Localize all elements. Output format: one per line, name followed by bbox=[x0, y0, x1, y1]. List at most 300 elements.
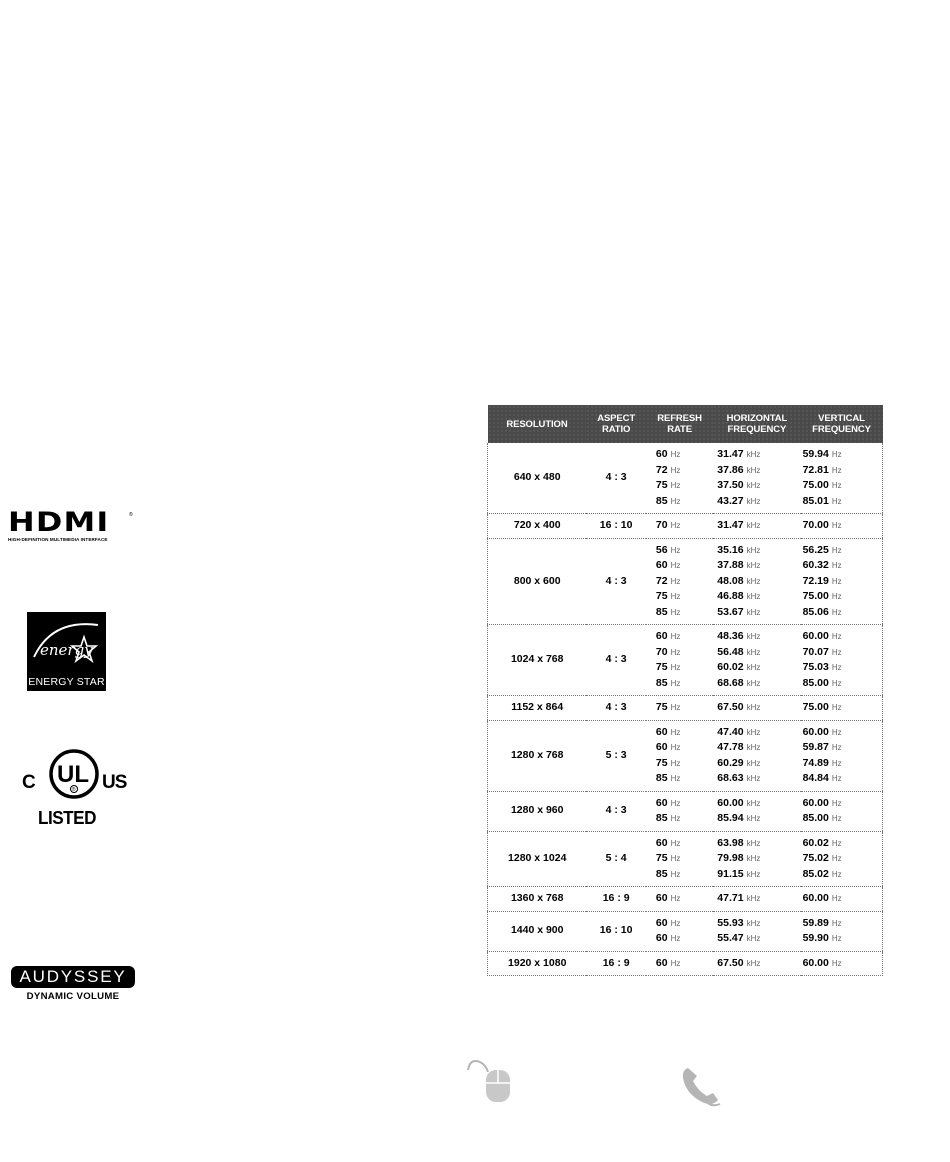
value-unit: kHz bbox=[746, 774, 761, 783]
vertical-frequency-cell bbox=[801, 625, 883, 696]
value-number: 72.19 bbox=[802, 574, 829, 587]
value-number: 60.00 bbox=[802, 725, 829, 738]
value-unit: Hz bbox=[670, 934, 681, 943]
aspect-ratio-cell: 16 : 9 bbox=[586, 951, 645, 976]
value-unit: Hz bbox=[831, 481, 842, 490]
horizontal-frequency-cell bbox=[713, 443, 800, 514]
horizontal-value bbox=[717, 796, 800, 812]
resolution-cell: 1920 x 1080 bbox=[488, 951, 587, 976]
refresh-value bbox=[656, 447, 713, 463]
refresh-value bbox=[656, 660, 713, 676]
horizontal-value bbox=[717, 771, 800, 787]
value-unit: Hz bbox=[670, 576, 681, 586]
refresh-value bbox=[656, 605, 713, 621]
horizontal-value bbox=[717, 700, 800, 716]
value-number: 91.15 bbox=[717, 867, 744, 880]
refresh-value bbox=[656, 836, 713, 852]
value-unit: Hz bbox=[670, 814, 681, 823]
aspect-ratio-cell: 5 : 4 bbox=[586, 831, 645, 887]
value-unit: Hz bbox=[670, 450, 681, 459]
value-unit: kHz bbox=[746, 814, 761, 823]
vertical-value bbox=[803, 811, 882, 827]
value-unit: kHz bbox=[746, 958, 761, 968]
value-unit: kHz bbox=[746, 545, 761, 555]
value-number: 68.68 bbox=[717, 676, 744, 689]
aspect-ratio-cell: 16 : 10 bbox=[586, 514, 645, 539]
horizontal-frequency-cell bbox=[713, 514, 800, 539]
horizontal-value bbox=[717, 574, 800, 590]
value-number: 60 bbox=[655, 741, 668, 753]
ul-mark: UL bbox=[57, 761, 89, 788]
resolution-cell: 640 x 480 bbox=[513, 471, 561, 484]
value-number: 60 bbox=[655, 796, 668, 809]
energy-star-icon bbox=[32, 617, 101, 672]
value-number: 43.27 bbox=[717, 494, 744, 507]
vertical-value bbox=[803, 605, 882, 621]
value-unit: Hz bbox=[831, 894, 842, 903]
timing-table-body bbox=[488, 443, 883, 976]
value-number: 79.98 bbox=[717, 852, 744, 864]
horizontal-value bbox=[717, 478, 800, 494]
hdmi-tagline: HIGH-DEFINITION MULTIMEDIA INTERFACE bbox=[8, 537, 108, 542]
value-number: 56.25 bbox=[802, 543, 829, 556]
vertical-frequency-cell bbox=[801, 887, 883, 912]
value-unit: Hz bbox=[670, 496, 681, 506]
refresh-rate-cell bbox=[646, 951, 713, 976]
vertical-value bbox=[803, 629, 882, 645]
value-unit: kHz bbox=[746, 854, 761, 863]
table-header-row bbox=[488, 405, 883, 443]
phone-icon bbox=[680, 1064, 724, 1108]
vertical-value bbox=[803, 463, 882, 479]
resolution-cell: 1024 x 768 bbox=[488, 625, 587, 696]
horizontal-value bbox=[717, 956, 800, 972]
horizontal-value bbox=[717, 543, 800, 559]
vertical-value bbox=[803, 836, 882, 852]
value-unit: kHz bbox=[746, 703, 761, 712]
ul-us-mark: US bbox=[102, 772, 127, 793]
refresh-value bbox=[656, 916, 713, 932]
value-unit: Hz bbox=[831, 854, 842, 863]
vertical-frequency-cell bbox=[801, 443, 883, 514]
value-unit: Hz bbox=[831, 958, 842, 968]
horizontal-value bbox=[717, 811, 800, 827]
value-unit: kHz bbox=[746, 869, 761, 879]
value-unit: Hz bbox=[670, 545, 681, 555]
hdmi-wordmark: HDMI bbox=[8, 507, 110, 538]
value-unit: Hz bbox=[831, 703, 842, 712]
header-aspect-ratio: ASPECT RATIO bbox=[586, 405, 645, 443]
value-number: 37.50 bbox=[717, 479, 744, 491]
value-number: 72.81 bbox=[802, 463, 829, 476]
value-number: 63.98 bbox=[717, 836, 744, 849]
value-number: 75 bbox=[655, 701, 668, 713]
ul-c-mark: C bbox=[22, 772, 36, 793]
value-number: 85.00 bbox=[802, 676, 829, 689]
value-unit: Hz bbox=[831, 814, 842, 823]
value-number: 60 bbox=[655, 630, 668, 642]
vertical-value bbox=[803, 891, 882, 907]
refresh-value bbox=[656, 629, 713, 645]
ul-registered: ® bbox=[71, 787, 76, 793]
table-row bbox=[488, 911, 883, 951]
value-number: 67.50 bbox=[717, 701, 744, 713]
refresh-value bbox=[656, 518, 713, 534]
value-number: 85.01 bbox=[802, 494, 829, 507]
value-unit: kHz bbox=[746, 632, 761, 641]
resolution-cell: 1280 x 960 bbox=[488, 791, 587, 831]
vertical-value bbox=[803, 558, 882, 574]
energy-star-label: ENERGY STAR bbox=[28, 676, 105, 688]
value-unit: Hz bbox=[670, 958, 681, 968]
value-unit: Hz bbox=[831, 465, 842, 475]
table-row bbox=[488, 696, 883, 721]
refresh-value bbox=[656, 867, 713, 883]
value-unit: Hz bbox=[670, 758, 681, 768]
refresh-value bbox=[656, 756, 713, 772]
value-number: 48.08 bbox=[717, 574, 744, 587]
horizontal-frequency-cell bbox=[713, 625, 800, 696]
refresh-value bbox=[656, 574, 713, 590]
value-unit: Hz bbox=[831, 678, 842, 688]
vertical-value bbox=[803, 660, 882, 676]
value-unit: Hz bbox=[670, 632, 681, 641]
value-number: 70 bbox=[655, 645, 668, 658]
value-unit: Hz bbox=[670, 798, 681, 808]
value-unit: kHz bbox=[746, 838, 761, 848]
value-unit: Hz bbox=[670, 481, 681, 490]
value-unit: Hz bbox=[670, 869, 681, 879]
vertical-frequency-cell bbox=[801, 951, 883, 976]
value-number: 60 bbox=[655, 836, 668, 849]
vertical-frequency-cell bbox=[801, 538, 883, 625]
aspect-ratio-cell: 4 : 3 bbox=[586, 791, 645, 831]
timing-table bbox=[487, 405, 883, 976]
value-unit: Hz bbox=[670, 647, 681, 657]
value-number: 37.86 bbox=[717, 463, 744, 476]
vertical-value bbox=[803, 851, 882, 867]
value-number: 31.47 bbox=[717, 519, 744, 531]
value-number: 85.02 bbox=[802, 867, 829, 880]
value-unit: Hz bbox=[831, 869, 842, 879]
value-number: 60 bbox=[655, 448, 668, 460]
value-number: 60.02 bbox=[802, 836, 829, 849]
value-unit: kHz bbox=[746, 607, 761, 617]
horizontal-value bbox=[717, 660, 800, 676]
value-number: 75.03 bbox=[802, 661, 829, 673]
refresh-value bbox=[656, 645, 713, 661]
value-number: 55.93 bbox=[717, 916, 744, 929]
horizontal-value bbox=[717, 851, 800, 867]
value-number: 70 bbox=[655, 519, 668, 531]
audyssey-logo bbox=[11, 966, 135, 1002]
value-number: 56 bbox=[655, 543, 668, 556]
value-unit: Hz bbox=[670, 607, 681, 617]
header-horizontal-frequency: HORIZONTAL FREQUENCY bbox=[713, 405, 800, 443]
value-number: 75 bbox=[655, 479, 668, 491]
value-unit: Hz bbox=[831, 774, 842, 783]
value-number: 60 bbox=[655, 956, 668, 969]
value-unit: Hz bbox=[670, 838, 681, 848]
aspect-ratio-cell: 4 : 3 bbox=[586, 538, 645, 625]
horizontal-value bbox=[717, 891, 800, 907]
resolution-cell: 1280 x 1024 bbox=[488, 831, 587, 887]
value-number: 85 bbox=[655, 494, 668, 507]
value-unit: Hz bbox=[831, 663, 842, 672]
value-number: 60.00 bbox=[802, 630, 829, 642]
value-unit: kHz bbox=[746, 663, 761, 672]
vertical-frequency-cell bbox=[801, 831, 883, 887]
value-unit: Hz bbox=[831, 592, 842, 601]
horizontal-value bbox=[717, 916, 800, 932]
value-unit: kHz bbox=[746, 894, 761, 903]
value-unit: kHz bbox=[746, 592, 761, 601]
value-unit: Hz bbox=[831, 727, 842, 737]
value-unit: kHz bbox=[746, 678, 761, 688]
horizontal-value bbox=[717, 629, 800, 645]
vertical-value bbox=[803, 574, 882, 590]
value-number: 55.47 bbox=[717, 932, 744, 944]
horizontal-value bbox=[717, 756, 800, 772]
energy-script: energy bbox=[40, 641, 93, 659]
value-number: 46.88 bbox=[717, 590, 744, 602]
value-unit: Hz bbox=[670, 854, 681, 863]
value-unit: Hz bbox=[670, 918, 681, 928]
mouse-icon bbox=[466, 1056, 512, 1104]
value-unit: Hz bbox=[670, 727, 681, 737]
value-number: 35.16 bbox=[717, 543, 744, 556]
value-number: 84.84 bbox=[802, 772, 829, 784]
vertical-frequency-cell bbox=[801, 696, 883, 721]
vertical-value bbox=[803, 676, 882, 692]
value-number: 37.88 bbox=[717, 559, 744, 571]
value-number: 75 bbox=[655, 756, 668, 769]
value-number: 75.00 bbox=[802, 701, 829, 713]
value-number: 60 bbox=[655, 932, 668, 944]
horizontal-frequency-cell bbox=[713, 911, 800, 951]
horizontal-value bbox=[717, 867, 800, 883]
value-number: 70.00 bbox=[802, 519, 829, 531]
value-number: 75 bbox=[655, 852, 668, 864]
value-number: 85 bbox=[655, 812, 668, 824]
value-unit: Hz bbox=[831, 576, 842, 586]
refresh-value bbox=[656, 558, 713, 574]
value-unit: kHz bbox=[746, 758, 761, 768]
value-number: 68.63 bbox=[717, 772, 744, 784]
value-unit: Hz bbox=[670, 774, 681, 783]
value-unit: Hz bbox=[670, 465, 681, 475]
value-unit: kHz bbox=[746, 727, 761, 737]
horizontal-value bbox=[717, 494, 800, 510]
horizontal-frequency-cell bbox=[713, 887, 800, 912]
refresh-value bbox=[656, 931, 713, 947]
value-unit: Hz bbox=[831, 632, 842, 641]
aspect-ratio-cell: 16 : 10 bbox=[586, 911, 645, 951]
value-unit: Hz bbox=[670, 703, 681, 712]
value-number: 75.00 bbox=[802, 479, 829, 491]
refresh-rate-cell bbox=[646, 887, 713, 912]
aspect-ratio-cell: 4 : 3 bbox=[586, 696, 645, 721]
horizontal-value bbox=[717, 518, 800, 534]
value-number: 85 bbox=[655, 772, 668, 784]
value-number: 47.40 bbox=[717, 725, 744, 738]
value-number: 75 bbox=[655, 590, 668, 602]
horizontal-frequency-cell bbox=[713, 538, 800, 625]
table-row bbox=[488, 831, 883, 887]
value-unit: Hz bbox=[831, 521, 842, 530]
vertical-value bbox=[803, 725, 882, 741]
value-unit: Hz bbox=[670, 743, 681, 752]
value-unit: Hz bbox=[831, 918, 842, 928]
value-unit: Hz bbox=[831, 647, 842, 657]
value-number: 59.94 bbox=[802, 448, 829, 460]
value-unit: kHz bbox=[746, 561, 761, 570]
value-unit: Hz bbox=[831, 496, 842, 506]
value-unit: Hz bbox=[831, 450, 842, 459]
refresh-value bbox=[656, 851, 713, 867]
ul-circle-icon bbox=[48, 742, 100, 806]
value-number: 85 bbox=[655, 867, 668, 880]
value-number: 47.71 bbox=[717, 892, 744, 904]
refresh-value bbox=[656, 463, 713, 479]
vertical-value bbox=[803, 518, 882, 534]
value-number: 59.87 bbox=[802, 741, 829, 753]
refresh-value bbox=[656, 771, 713, 787]
aspect-ratio-cell: 4 : 3 bbox=[605, 471, 627, 484]
value-number: 48.36 bbox=[717, 630, 744, 642]
table-row bbox=[488, 887, 883, 912]
energy-star-logo bbox=[27, 612, 106, 691]
value-unit: Hz bbox=[831, 607, 842, 617]
aspect-ratio-cell: 5 : 3 bbox=[586, 720, 645, 791]
value-number: 60.00 bbox=[802, 892, 829, 904]
table-row bbox=[488, 443, 883, 514]
horizontal-value bbox=[717, 645, 800, 661]
resolution-cell: 1360 x 768 bbox=[488, 887, 587, 912]
value-unit: Hz bbox=[670, 663, 681, 672]
value-number: 70.07 bbox=[802, 645, 829, 658]
horizontal-frequency-cell bbox=[713, 696, 800, 721]
value-unit: kHz bbox=[746, 465, 761, 475]
vertical-value bbox=[803, 494, 882, 510]
value-unit: Hz bbox=[670, 561, 681, 570]
vertical-frequency-cell bbox=[801, 720, 883, 791]
vertical-value bbox=[803, 956, 882, 972]
vertical-value bbox=[803, 478, 882, 494]
refresh-value bbox=[656, 725, 713, 741]
value-number: 60 bbox=[655, 892, 668, 904]
refresh-rate-cell bbox=[646, 625, 713, 696]
table-row bbox=[488, 538, 883, 625]
value-unit: kHz bbox=[746, 798, 761, 808]
hdmi-logo bbox=[8, 507, 133, 542]
value-number: 72 bbox=[655, 463, 668, 476]
value-unit: kHz bbox=[746, 481, 761, 490]
value-number: 60.00 bbox=[717, 796, 744, 809]
header-resolution: RESOLUTION bbox=[488, 405, 587, 443]
refresh-value bbox=[656, 796, 713, 812]
aspect-ratio-cell: 4 : 3 bbox=[586, 625, 645, 696]
horizontal-value bbox=[717, 740, 800, 756]
ul-listed-logo bbox=[22, 742, 128, 830]
value-unit: Hz bbox=[831, 743, 842, 752]
vertical-value bbox=[803, 543, 882, 559]
value-number: 59.90 bbox=[802, 932, 829, 944]
refresh-value bbox=[656, 676, 713, 692]
value-number: 85.06 bbox=[802, 605, 829, 618]
refresh-value bbox=[656, 494, 713, 510]
vertical-value bbox=[803, 867, 882, 883]
table-row bbox=[488, 720, 883, 791]
value-unit: kHz bbox=[746, 934, 761, 943]
value-number: 60 bbox=[655, 916, 668, 929]
value-number: 60 bbox=[655, 725, 668, 738]
value-unit: Hz bbox=[831, 758, 842, 768]
refresh-rate-cell bbox=[646, 696, 713, 721]
vertical-value bbox=[803, 916, 882, 932]
horizontal-frequency-cell bbox=[713, 720, 800, 791]
value-number: 67.50 bbox=[717, 956, 744, 969]
refresh-rate-cell bbox=[646, 720, 713, 791]
value-unit: Hz bbox=[831, 798, 842, 808]
refresh-value bbox=[656, 543, 713, 559]
value-number: 74.89 bbox=[802, 756, 829, 769]
vertical-frequency-cell bbox=[801, 911, 883, 951]
value-unit: Hz bbox=[670, 678, 681, 688]
value-unit: kHz bbox=[746, 647, 761, 657]
refresh-rate-cell bbox=[646, 791, 713, 831]
value-number: 75.00 bbox=[802, 590, 829, 602]
resolution-cell: 800 x 600 bbox=[488, 538, 587, 625]
horizontal-value bbox=[717, 931, 800, 947]
value-number: 60.29 bbox=[717, 756, 744, 769]
value-unit: Hz bbox=[831, 545, 842, 555]
value-number: 85 bbox=[655, 605, 668, 618]
vertical-value bbox=[803, 700, 882, 716]
value-unit: Hz bbox=[831, 561, 842, 570]
value-number: 60 bbox=[655, 559, 668, 571]
value-unit: Hz bbox=[670, 592, 681, 601]
value-number: 60.32 bbox=[802, 559, 829, 571]
vertical-value bbox=[803, 771, 882, 787]
value-number: 75.02 bbox=[802, 852, 829, 864]
resolution-cell: 1440 x 900 bbox=[488, 911, 587, 951]
audyssey-name: AUDYSSEY bbox=[11, 966, 135, 988]
value-number: 31.47 bbox=[717, 448, 744, 460]
value-unit: Hz bbox=[670, 894, 681, 903]
value-unit: Hz bbox=[831, 934, 842, 943]
table-row bbox=[488, 625, 883, 696]
refresh-rate-cell bbox=[646, 538, 713, 625]
refresh-value bbox=[656, 811, 713, 827]
value-unit: Hz bbox=[670, 521, 681, 530]
value-number: 59.89 bbox=[802, 916, 829, 929]
value-number: 60.02 bbox=[717, 661, 744, 673]
refresh-value bbox=[656, 740, 713, 756]
vertical-value bbox=[803, 645, 882, 661]
horizontal-value bbox=[717, 725, 800, 741]
refresh-value bbox=[656, 956, 713, 972]
ul-listed-caption: LISTED bbox=[38, 808, 96, 828]
refresh-rate-cell bbox=[646, 831, 713, 887]
refresh-rate-cell bbox=[646, 514, 713, 539]
value-unit: kHz bbox=[746, 450, 761, 459]
refresh-value bbox=[656, 589, 713, 605]
vertical-value bbox=[803, 756, 882, 772]
refresh-rate-cell bbox=[646, 443, 713, 514]
table-row bbox=[488, 514, 883, 539]
value-number: 47.78 bbox=[717, 741, 744, 753]
